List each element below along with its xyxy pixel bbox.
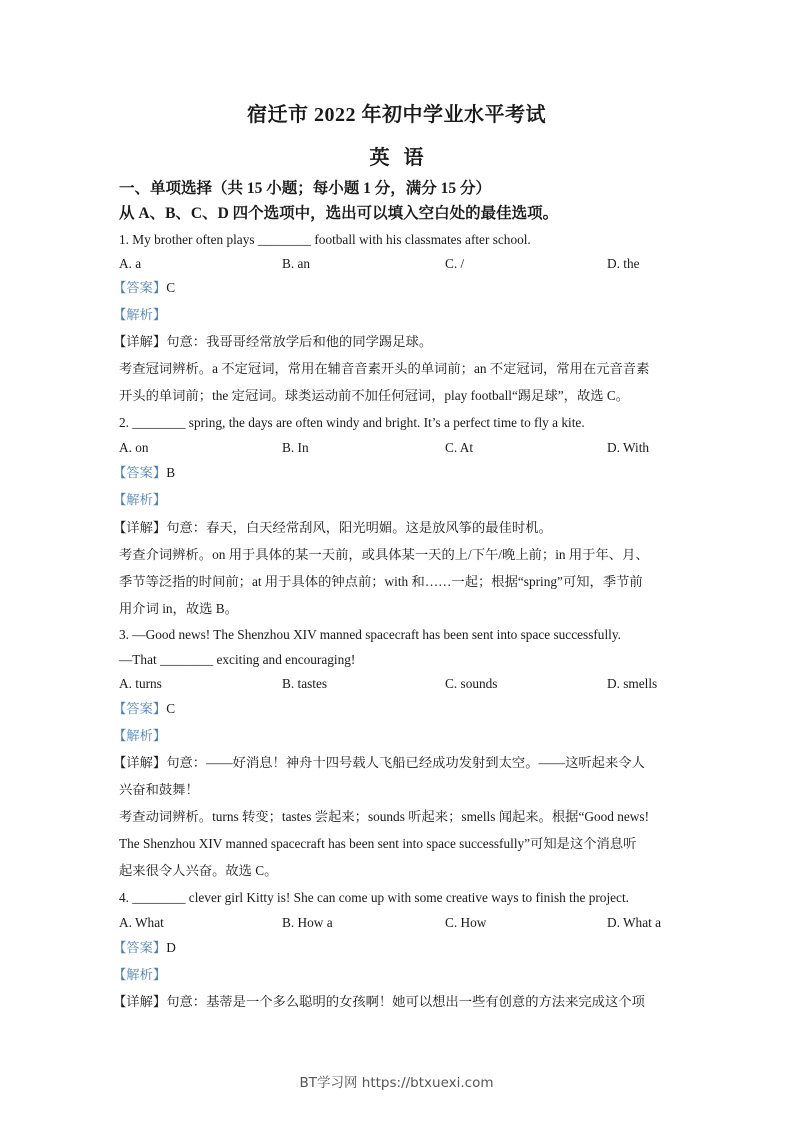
answer-value: B: [166, 465, 176, 480]
question-4-answer: [113, 939, 176, 957]
analysis-label: 【解析】: [113, 967, 167, 982]
question-1-detail-line: 【详解】句意：我哥哥经常放学后和他的同学踢足球。: [113, 334, 433, 349]
question-4-detail-line: 【详解】句意：基蒂是一个多么聪明的女孩啊！她可以想出一些有创意的方法来完成这个项: [113, 994, 645, 1009]
question-3-detail-line: 考查动词辨析。turns 转变；tastes 尝起来；sounds 听起来；smells 闻起来。根据“Good news!: [119, 809, 650, 824]
option-c: C. At: [445, 440, 474, 455]
question-2-stem: 2. ________ spring, the days are often windy and bright. It’s a perfect time to fly a kite.: [119, 415, 585, 430]
option-b: B. How a: [282, 915, 333, 930]
option-b: B. tastes: [282, 676, 328, 691]
question-3-analysis: [113, 727, 166, 745]
question-1-detail-line: 考查冠词辨析。a 不定冠词，常用在辅音音素开头的单词前；an 不定冠词，常用在元音音素: [119, 361, 650, 376]
option-a: A. a: [119, 256, 142, 271]
option-c: C. sounds: [445, 676, 498, 691]
analysis-label: 【解析】: [113, 307, 167, 322]
question-2-detail-line: 【详解】句意：春天，白天经常刮风，阳光明媚。这是放风筝的最佳时机。: [113, 520, 552, 535]
answer-label: 【答案】: [113, 465, 167, 480]
section-instruction: 从 A、B、C、D 四个选项中，选出可以填入空白处的最佳选项。: [119, 205, 559, 222]
answer-label: 【答案】: [113, 280, 167, 295]
question-2-analysis: [113, 491, 166, 509]
question-1-stem: 1. My brother often plays ________ football with his classmates after school.: [119, 232, 531, 247]
detail-label: 【详解】: [113, 755, 167, 770]
question-4-analysis: [113, 966, 166, 984]
question-2-detail-line: 考查介词辨析。on 用于具体的某一天前，或具体某一天的上/下午/晚上前；in 用于年、月、: [119, 547, 649, 562]
watermark-footer: BT学习网 https://btxuexi.com: [299, 1075, 494, 1091]
question-3-detail-line: The Shenzhou XIV manned spacecraft has been sent into space successfully”可知是这个消息听: [119, 836, 637, 851]
question-3-stem: 3. —Good news! The Shenzhou XIV manned spacecraft has been sent into space successfully.: [119, 627, 621, 642]
detail-label: 【详解】: [113, 334, 167, 349]
answer-label: 【答案】: [113, 940, 167, 955]
detail-label: 【详解】: [113, 520, 167, 535]
option-a: A. What: [119, 915, 164, 930]
question-3-stem-reply: —That ________ exciting and encouraging!: [119, 652, 356, 667]
question-3-detail-line: 起来很令人兴奋。故选 C。: [119, 863, 278, 878]
option-b: B. In: [282, 440, 309, 455]
question-2-detail-line: 用介词 in，故选 B。: [119, 601, 238, 616]
option-a: A. on: [119, 440, 149, 455]
document-subject: 英语: [369, 147, 438, 169]
question-4-stem: 4. ________ clever girl Kitty is! She can come up with some creative ways to finish the project.: [119, 890, 629, 905]
question-3-detail-line: 【详解】句意：——好消息！神舟十四号载人飞船已经成功发射到太空。——这听起来令人: [113, 755, 645, 770]
option-c: C. How: [445, 915, 487, 930]
answer-value: C: [166, 280, 176, 295]
option-d: D. What a: [607, 915, 662, 930]
question-1-analysis: [113, 306, 166, 324]
analysis-label: 【解析】: [113, 492, 167, 507]
question-3-answer: [113, 700, 175, 718]
detail-label: 【详解】: [113, 994, 167, 1009]
option-b: B. an: [282, 256, 311, 271]
document-title: 宿迁市 2022 年初中学业水平考试: [247, 104, 546, 126]
question-3-detail-line: 兴奋和鼓舞！: [119, 782, 199, 797]
option-d: D. smells: [607, 676, 658, 691]
option-d: D. the: [607, 256, 640, 271]
question-2-detail-line: 季节等泛指的时间前；at 用于具体的钟点前；with 和……一起；根据“spring”可知，季节前: [119, 574, 643, 589]
analysis-label: 【解析】: [113, 728, 167, 743]
option-a: A. turns: [119, 676, 162, 691]
section-heading: 一、单项选择（共 15 小题；每小题 1 分，满分 15 分）: [119, 180, 492, 197]
answer-value: C: [166, 701, 176, 716]
question-1-answer: [113, 279, 175, 297]
answer-value: D: [166, 940, 176, 955]
answer-label: 【答案】: [113, 701, 167, 716]
question-1-detail-line: 开头的单词前；the 定冠词。球类运动前不加任何冠词，play football“踢足球”，故选 C。: [119, 388, 630, 403]
option-d: D. With: [607, 440, 650, 455]
option-c: C. /: [445, 256, 465, 271]
question-2-answer: [113, 464, 175, 482]
